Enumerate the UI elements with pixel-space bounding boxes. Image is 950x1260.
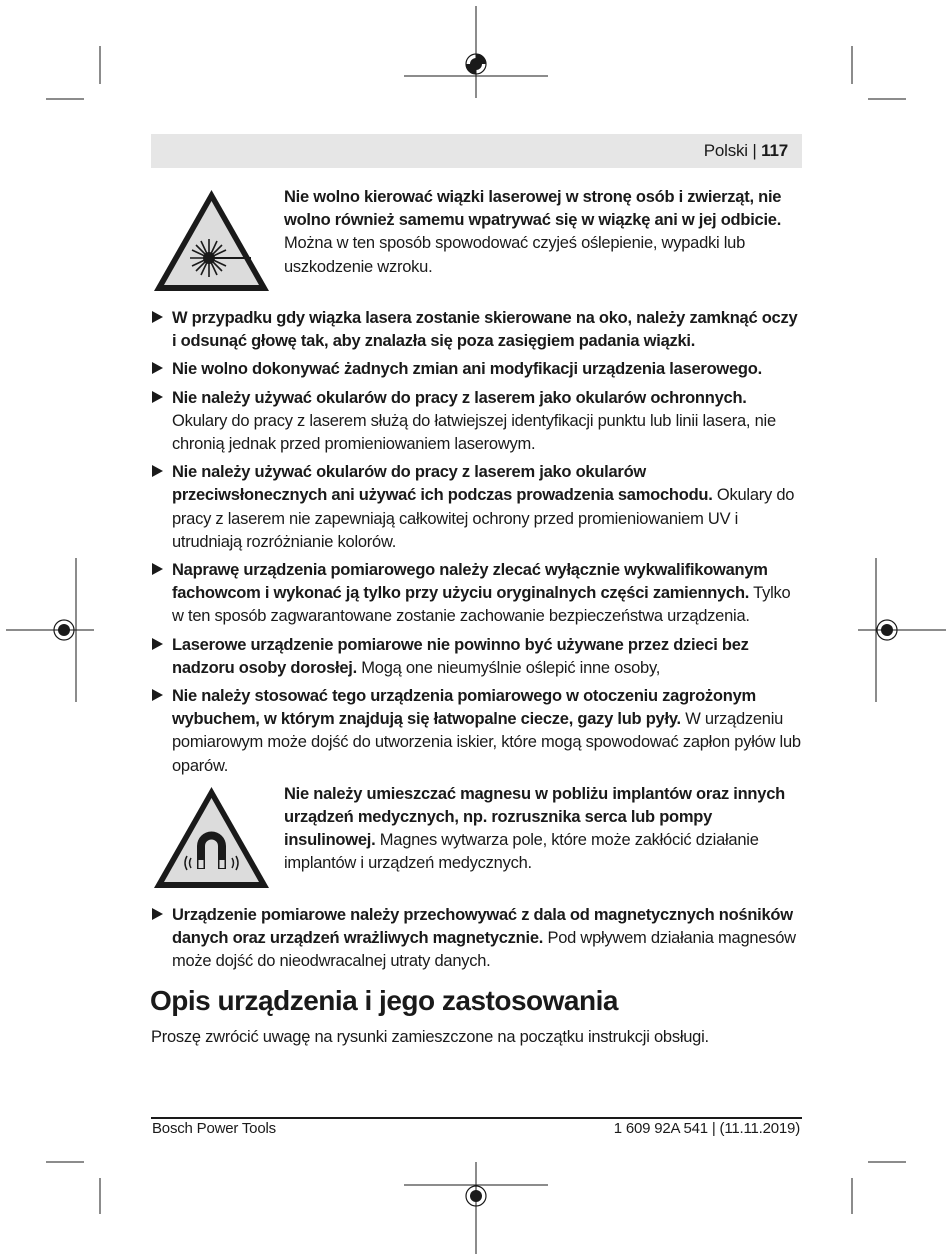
magnet-warning-bold: Nie należy umieszczać magnesu w pobliżu implantów oraz innych urządzeń medycznych, np. rozrusznika serca lub pompy insulinowej. xyxy=(284,784,785,850)
footer-publisher: Bosch Power Tools xyxy=(152,1120,276,1137)
list-item-bold: Nie wolno dokonywać żadnych zmian ani modyfikacji urządzenia laserowego. xyxy=(172,360,762,379)
footer-divider xyxy=(151,1117,802,1119)
page-number: 117 xyxy=(761,141,788,160)
page-content xyxy=(151,186,802,978)
page-header xyxy=(151,134,802,168)
laser-warning-block xyxy=(151,186,802,295)
list-item xyxy=(151,307,802,353)
laser-warning-normal: Można w ten sposób spowodować czyjeś oślepienie, wypadki lub uszkodzenie wzroku. xyxy=(284,234,746,276)
list-item-bold: Nie należy używać okularów do pracy z laserem jako okularów ochronnych. xyxy=(172,388,747,407)
list-item xyxy=(151,387,802,457)
registration-target-top xyxy=(466,54,486,74)
list-item xyxy=(151,559,802,629)
list-item xyxy=(151,461,802,554)
list-item xyxy=(151,634,802,680)
list-item-bold: Nie należy stosować tego urządzenia pomiarowego w otoczeniu zagrożonym wybuchem, w którym znajdują się łatwopalne ciecze, gazy lub pyły. xyxy=(172,687,756,729)
page-header-text xyxy=(704,141,788,161)
magnet-warning-icon xyxy=(151,784,272,892)
header-separator: | xyxy=(752,141,757,160)
bullet-arrow-icon xyxy=(152,465,163,477)
section-intro: Proszę zwrócić uwagę na rysunki zamieszczone na początku instrukcji obsługi. xyxy=(151,1028,709,1046)
safety-list xyxy=(151,307,802,778)
bullet-arrow-icon xyxy=(152,362,163,374)
bullet-arrow-icon xyxy=(152,689,163,701)
registration-target-right xyxy=(877,620,897,640)
list-item xyxy=(151,904,802,974)
registration-target-left xyxy=(54,620,74,640)
bullet-arrow-icon xyxy=(152,638,163,650)
list-item xyxy=(151,685,802,778)
bullet-arrow-icon xyxy=(152,908,163,920)
registration-target-bottom xyxy=(466,1186,486,1206)
list-item-bold: Urządzenie pomiarowe należy przechowywać z dala od magnetycznych nośników danych oraz urządzeń wrażliwych magnetycznie. xyxy=(172,905,793,948)
list-item-normal: Tylko w ten sposób zagwarantowane zostanie zachowanie bezpieczeństwa urządzenia. xyxy=(172,584,791,626)
list-item-normal: Okulary do pracy z laserem służą do łatwiejszej identyfikacji punktu lub linii lasera, nie chronią jednak przed promieniowaniem laserowym. xyxy=(172,411,776,454)
laser-warning-bold: Nie wolno kierować wiązki laserowej w stronę osób i zwierząt, nie wolno również samemu wpatrywać się w wiązkę ani w jej odbicie. xyxy=(284,188,782,230)
magnet-warning-normal: Magnes wytwarza pole, które może zakłócić działanie implantów i urządzeń medycznych. xyxy=(284,831,759,873)
list-item-bold: Naprawę urządzenia pomiarowego należy zlecać wyłącznie wykwalifikowanym fachowcom i wykonać ją tylko przy użyciu oryginalnych części zamiennych. xyxy=(172,561,768,603)
list-item-normal: Pod wpływem działania magnesów może dojść do nieodwracalnej utraty danych. xyxy=(172,929,796,971)
magnet-warning-text xyxy=(284,783,802,876)
section-title: Opis urządzenia i jego zastosowania xyxy=(150,985,618,1016)
bullet-arrow-icon xyxy=(152,311,163,323)
list-item-bold: W przypadku gdy wiązka lasera zostanie skierowane na oko, należy zamknąć oczy i odsunąć głowę tak, aby znalazła się poza zasięgiem padania wiązki. xyxy=(172,309,798,351)
magnet-list xyxy=(151,904,802,974)
footer-doc-number: 1 609 92A 541 | (11.11.2019) xyxy=(613,1120,800,1137)
magnet-warning-block xyxy=(151,783,802,892)
list-item-bold: Laserowe urządzenie pomiarowe nie powinno być używane przez dzieci bez nadzoru osoby dorosłej. xyxy=(172,635,749,677)
laser-warning-icon xyxy=(151,187,272,295)
bullet-arrow-icon xyxy=(152,391,163,403)
list-item-normal: Okulary do pracy z laserem nie zapewniają całkowitej ochrony przed promieniowaniem UV i utrudniają rozróżnianie kolorów. xyxy=(172,486,795,551)
list-item-bold: Nie należy używać okularów do pracy z laserem jako okularów przeciwsłonecznych ani używać ich podczas prowadzenia samochodu. xyxy=(172,463,713,505)
bullet-arrow-icon xyxy=(152,563,163,575)
header-language: Polski xyxy=(703,141,748,160)
list-item-normal: Mogą one nieumyślnie oślepić inne osoby, xyxy=(356,658,661,677)
list-item xyxy=(151,358,802,381)
list-item-normal: W urządzeniu pomiarowym może dojść do utworzenia iskier, które mogą spowodować zapłon pyłów lub oparów. xyxy=(172,710,801,775)
laser-warning-text xyxy=(284,186,802,279)
